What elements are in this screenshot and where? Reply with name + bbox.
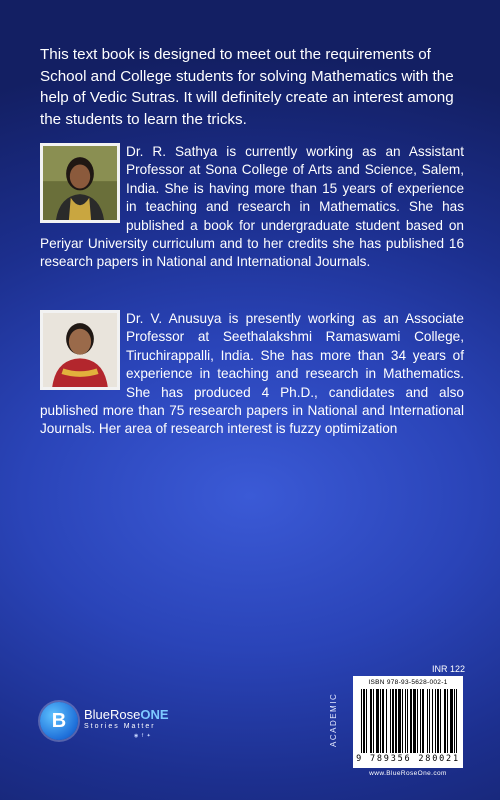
social-icons: ◉ f ✦	[134, 733, 152, 739]
logo-letter: B	[51, 710, 67, 732]
author-1-photo	[40, 143, 120, 223]
author-1-bio: Dr. R. Sathya is currently working as an Assistant Professor at Sona College of Arts and Science, Salem, India. She is having more than 15 years of experience in teaching and research in Mathematics. She has published a book for undergraduate student based on Periyar University curriculum and to her credits she has published 16 research papers in National and International Journals.	[40, 144, 464, 270]
publisher-website: www.BlueRoseOne.com	[369, 770, 447, 777]
category-label: ACADEMIC	[329, 692, 338, 748]
barcode-digits: 9 789356 280021	[356, 754, 460, 764]
publisher-name-part2: ONE	[140, 707, 169, 722]
intro-text: This text book is designed to meet out the requirements of School and College students for solving Mathematics with the help of Vedic Sutras. It will definitely create an interest among the students to learn the tricks.	[40, 46, 454, 128]
author-2-bio: Dr. V. Anusuya is presently working as an Associate Professor at Seethalakshmi Ramaswami College, Tiruchirappalli, India. She has more than 34 years of experience in teaching and research in Mathematics. She has produced 4 Ph.D., candidates and also published more than 75 research papers in National and International Journals. Her area of research interest is fuzzy optimization	[40, 311, 464, 437]
author-1	[40, 143, 464, 272]
publisher-name	[84, 707, 169, 722]
publisher-name-part1: BlueRose	[84, 707, 141, 722]
author-2-photo	[40, 310, 120, 390]
barcode-image	[361, 689, 457, 753]
bluerose-logo-icon	[40, 702, 78, 740]
publisher-logo	[40, 702, 170, 742]
author-2	[40, 310, 464, 439]
barcode-panel	[353, 676, 463, 768]
price-label: INR 122	[432, 664, 466, 674]
isbn-text: ISBN 978-93-5628-002-1	[368, 679, 448, 686]
publisher-tagline: Stories Matter	[84, 723, 156, 730]
